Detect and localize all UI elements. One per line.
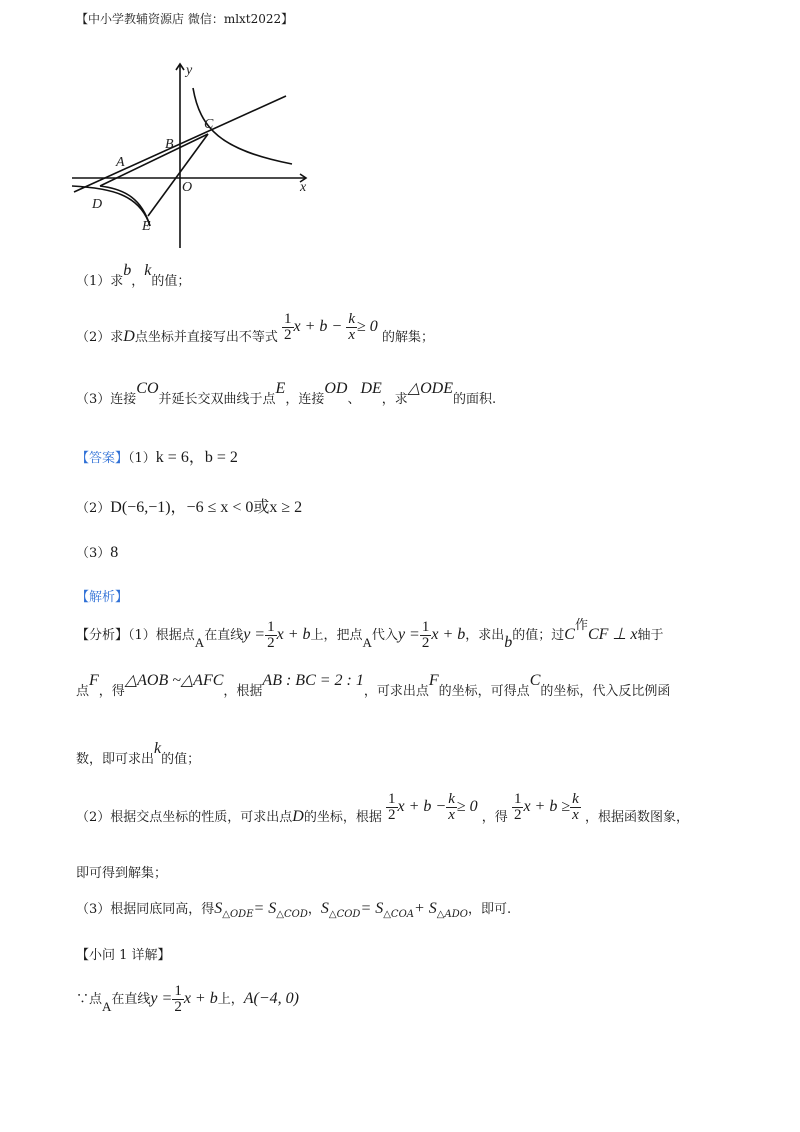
analysis-line-2: 点F，得△AOB ~△AFC，根据AB : BC = 2 : 1，可求出点F的坐标，可得点C的坐标，代入反比例函 (76, 672, 671, 699)
function-graph (70, 58, 320, 258)
label-y: y (186, 63, 193, 78)
answer-1: 【答案】（1）k = 6，b = 2 (76, 449, 238, 466)
analysis-line-1: 【分析】（1）根据点A在直线y = $\frac{1}{2}$ x + b上，把点A代入y = $\frac{1}{2}$ x + b，求出b的值；过C作CF ⊥ x轴于 (76, 618, 664, 651)
detail-line-1: ∵点A在直线y = $\frac{1}{2}$ x + b上，A(−4, 0) (76, 983, 299, 1015)
question-1: （1）求b，k的值； (76, 262, 191, 289)
label-a: A (116, 155, 125, 170)
label-d: D (92, 197, 103, 212)
analysis-line-6: （3）根据同底同高，得$S_{\triangle ODE}= S_{\triangle COD}$，$S_{\triangle COD}= S_{\triangle COA}+ S_{\triangle ADO}$，即可. (76, 900, 512, 920)
answer-2: （2）D(−6,−1)，−6 ≤ x < 0或x ≥ 2 (76, 499, 303, 516)
analysis-tag: 【解析】 (76, 590, 129, 605)
question-3: （3）连接CO并延长交双曲线于点E，连接OD、DE，求△ODE的面积. (76, 380, 497, 407)
label-e: E (142, 219, 151, 234)
page-header: 【中小学教辅资源店 微信：mlxt2022】 (76, 12, 294, 26)
label-c: C (204, 117, 214, 132)
label-x: x (300, 180, 307, 195)
line-ce (148, 134, 208, 216)
answer-3: （3）8 (76, 544, 119, 561)
answer-tag: 【答案】 (76, 451, 129, 466)
analysis-line-5: 即可得到解集； (76, 866, 168, 881)
analysis-line-3: 数，即可求出k的值； (76, 740, 201, 767)
label-o: O (182, 180, 193, 195)
analysis-line-4: （2）根据交点坐标的性质，可求出点D的坐标，根据 $\frac{1}{2}$ x + b − $\frac{k}{x}$ ≥ 0 ，得 $\frac{1}{2}$ x + b ≥ $\frac{k}{x}$ ，根据函数图象， (76, 791, 689, 825)
question-2: （2）求D点坐标并直接写出不等式 $\frac{1}{2}$ x + b − $\frac{k}{x}$ ≥ 0 的解集； (76, 311, 434, 345)
hyperbola-left (72, 186, 150, 226)
label-b: B (165, 137, 174, 152)
detail-tag: 【小问 1 详解】 (76, 948, 171, 963)
